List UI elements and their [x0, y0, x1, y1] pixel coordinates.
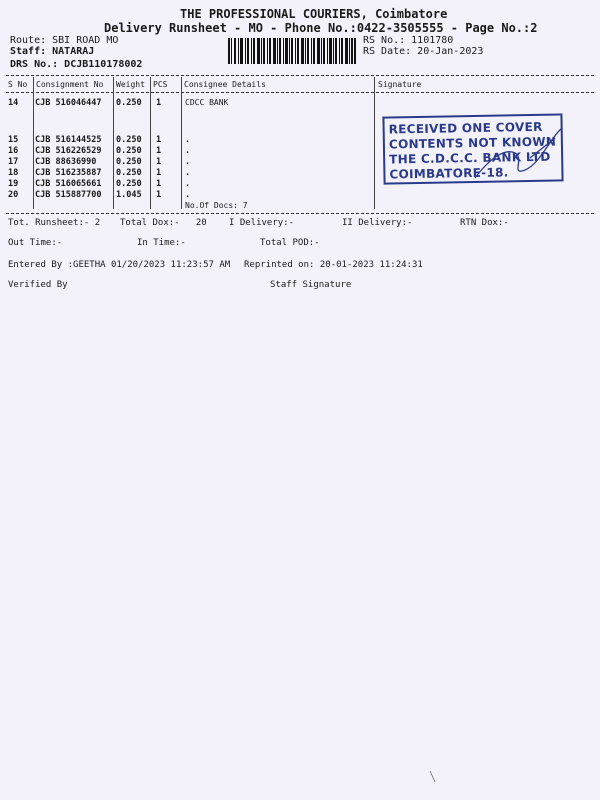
row-pcs: 1 [156, 168, 162, 178]
row-consignment: CJB 516065661 [35, 179, 102, 189]
row-details: . [185, 190, 191, 200]
row-sno: 15 [8, 135, 19, 145]
row-sno: 16 [8, 146, 19, 156]
row-consignment: CJB 516144525 [35, 135, 102, 145]
stamp-line: THE C.D.C.C. BANK LTD [389, 149, 551, 167]
staff-signature: Staff Signature [270, 280, 352, 290]
row-pcs: 1 [156, 190, 162, 200]
col-divider [181, 77, 182, 209]
tot-runsheet: Tot. Runsheet:- 2 [8, 218, 101, 228]
stamp-line: RECEIVED ONE COVER [388, 119, 543, 137]
handwritten-signature [470, 118, 570, 188]
col-sno: S No [8, 80, 28, 89]
stamp-line: CONTENTS NOT KNOWN [388, 134, 557, 152]
col-consignee: Consignee Details [184, 80, 266, 89]
out-time: Out Time:- [8, 238, 63, 248]
col-divider [150, 77, 151, 209]
row-consignment: CJB 516226529 [35, 146, 102, 156]
row-details: CDCC BANK [185, 98, 229, 107]
rs-number: RS No.: 1101780 [363, 35, 454, 46]
row-weight: 1.045 [116, 190, 142, 200]
runsheet-title: Delivery Runsheet - MO - Phone No.:0422-3505555 - Page No.:2 [104, 21, 538, 35]
row-sno: 17 [8, 157, 19, 167]
row-pcs: 1 [156, 146, 162, 156]
row-weight: 0.250 [116, 157, 142, 167]
ii-delivery: II Delivery:- [342, 218, 413, 228]
in-time: In Time:- [137, 238, 186, 248]
row-sno: 20 [8, 190, 19, 200]
row-sno: 14 [8, 98, 19, 108]
row-details: . [185, 179, 191, 189]
col-weight: Weight [116, 80, 145, 89]
col-consignment: Consignment No [36, 80, 104, 89]
row-details: . [185, 135, 191, 145]
drs-number: DRS No.: DCJB110178002 [10, 59, 143, 70]
col-divider [374, 77, 375, 209]
total-dox: Total Dox:- 20 [120, 218, 207, 228]
scan-mark [428, 770, 438, 784]
col-divider [33, 77, 34, 209]
row-consignment: CJB 516046447 [35, 98, 102, 108]
row-consignment: CJB 515887700 [35, 190, 102, 200]
col-divider [113, 77, 114, 209]
row-pcs: 1 [156, 179, 162, 189]
col-signature: Signature [378, 80, 422, 89]
col-pcs: PCS [153, 80, 168, 89]
rs-date: RS Date: 20-Jan-2023 [363, 46, 484, 57]
row-consignment: CJB 88636990 [35, 157, 97, 167]
verified-by: Verified By [8, 280, 68, 290]
row-sno: 19 [8, 179, 19, 189]
barcode-image [228, 38, 356, 64]
stamp-line: COIMBATORE-18. [389, 165, 509, 182]
row-weight: 0.250 [116, 135, 142, 145]
row-details: . [185, 168, 191, 178]
row-weight: 0.250 [116, 168, 142, 178]
rtn-dox: RTN Dox:- [460, 218, 509, 228]
table-header-rule [6, 92, 594, 93]
row-weight: 0.250 [116, 98, 142, 108]
row-weight: 0.250 [116, 146, 142, 156]
row-consignment: CJB 516235887 [35, 168, 102, 178]
row-pcs: 1 [156, 135, 162, 145]
row-details: . [185, 157, 191, 167]
table-top-rule [6, 75, 594, 76]
row-pcs: 1 [156, 157, 162, 167]
staff-label: Staff: NATARAJ [10, 46, 95, 57]
total-pod: Total POD:- [260, 238, 320, 248]
i-delivery: I Delivery:- [229, 218, 295, 228]
row-weight: 0.250 [116, 179, 142, 189]
row-details: . [185, 146, 191, 156]
route-label: Route: SBI ROAD MO [10, 35, 119, 46]
entered-by: Entered By :GEETHA 01/20/2023 11:23:57 AM [8, 260, 231, 270]
reprinted-on: Reprinted on: 20-01-2023 11:24:31 [244, 260, 423, 270]
row-pcs: 1 [156, 98, 162, 108]
row-sno: 18 [8, 168, 19, 178]
no-of-docs: No.Of Docs: 7 [185, 201, 248, 210]
company-title: THE PROFESSIONAL COURIERS, Coimbatore [180, 7, 448, 21]
summary-rule [6, 213, 594, 214]
